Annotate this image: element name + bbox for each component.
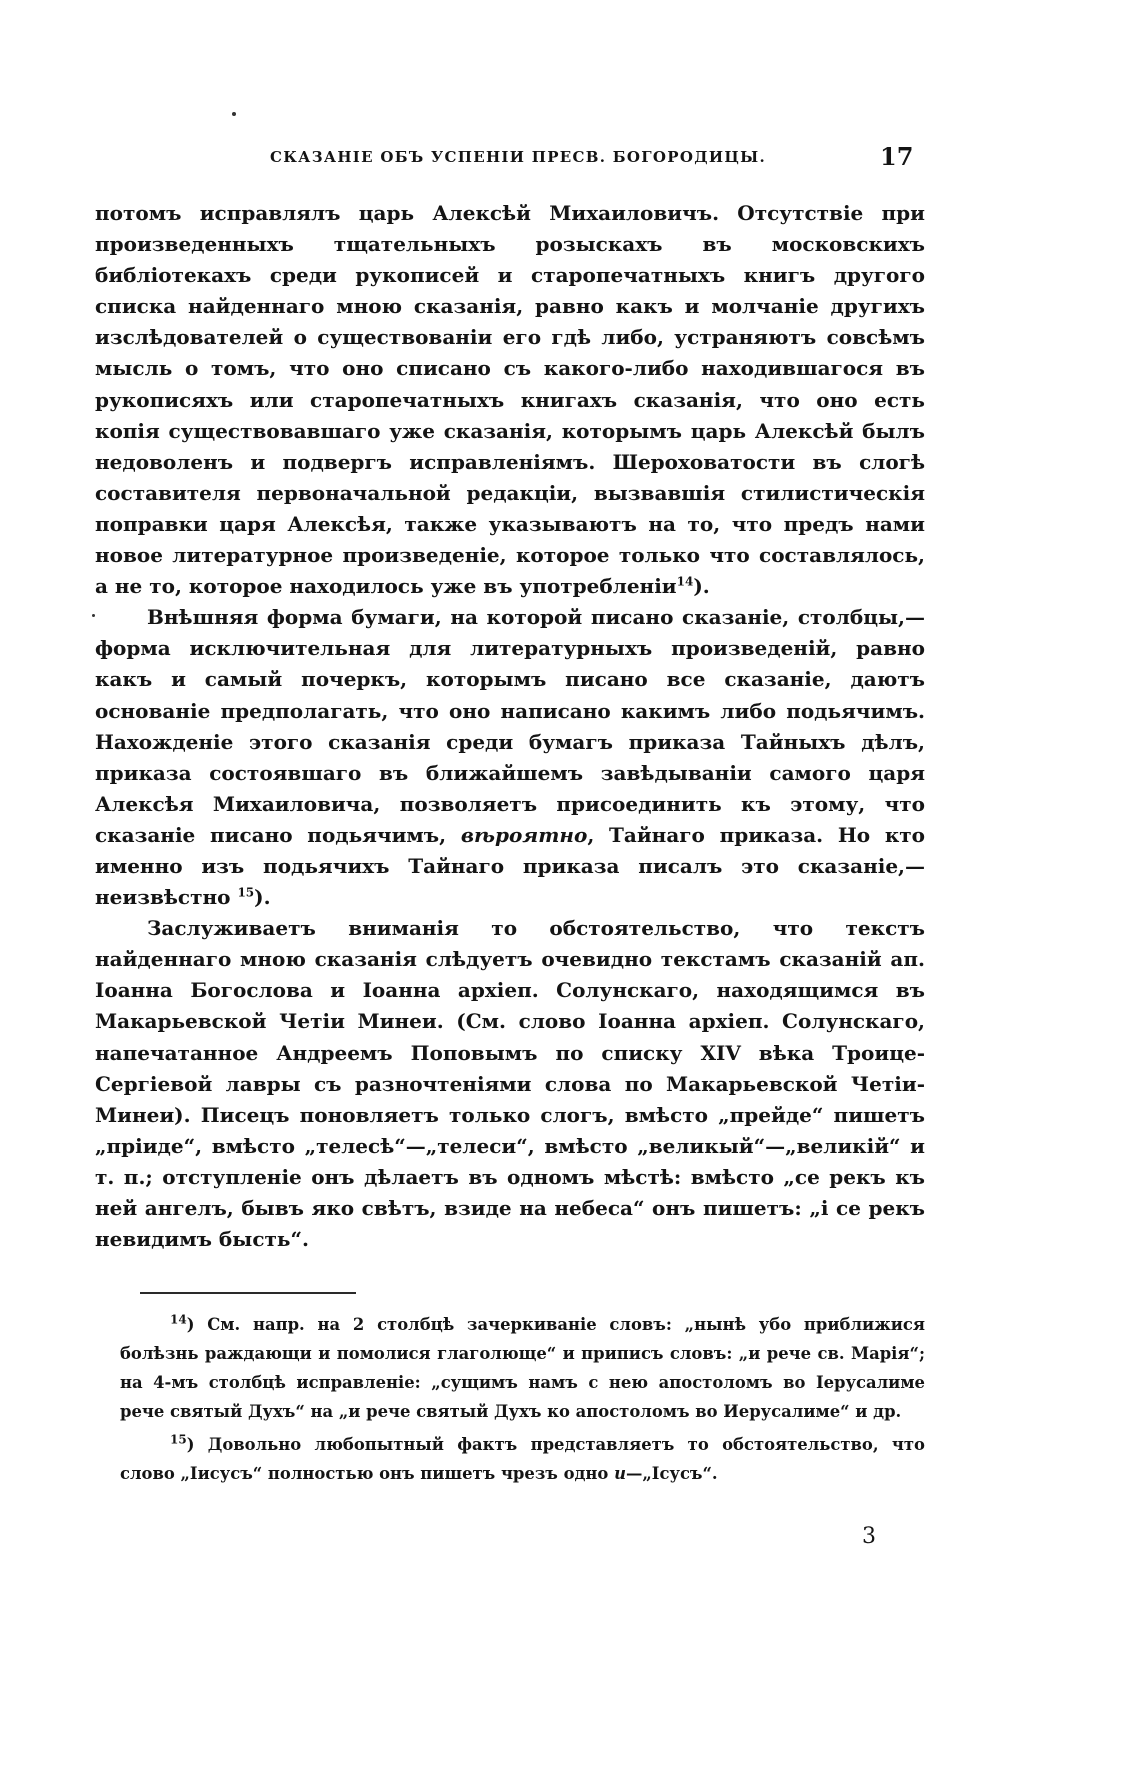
print-speck bbox=[92, 614, 95, 617]
print-speck bbox=[232, 112, 236, 116]
footnote bbox=[120, 1310, 925, 1426]
text-run: , Тайнаго приказа. Но кто именно изъ подьячихъ Тайнаго приказа писалъ это сказаніе,—неизвѣстно bbox=[95, 822, 925, 910]
main-text bbox=[95, 198, 925, 1255]
text-run: потомъ исправлялъ царь Алексѣй Михаиловичъ. Отсутствіе при произведенныхъ тщательныхъ розыскахъ въ московскихъ библіотекахъ среди рукописей и старопечатныхъ книгъ другого списка найденнаго мною сказанія, равно какъ и молчаніе другихъ изслѣдователей о существованіи его гдѣ либо, устраняютъ совсѣмъ мысль о томъ, что оно списано съ какого-либо находившагося въ рукописяхъ или старопечатныхъ книгахъ сказанія, что оно есть копія существовавшаго уже сказанія, которымъ царь Алексѣй былъ недоволенъ и подвергъ исправленіямъ. Шероховатости въ слогѣ составителя первоначальной редакціи, вызвавшія стилистическія поправки царя Алексѣя, также указываютъ на то, что предъ нами новое литературное произведеніе, которое только что составлялось, а не то, которое находилось уже въ употребленіи bbox=[95, 201, 925, 599]
paragraph bbox=[95, 198, 925, 602]
text-run: ). bbox=[693, 574, 710, 599]
text-run: ) См. напр. на 2 столбцѣ зачеркиваніе словъ: „нынѣ убо приближися болѣзнь раждающи и помолися глаголюще“ и приписъ словъ: „и рече св. Марія“; на 4-мъ столбцѣ исправленіе: „сущимъ намъ с нею апостоломъ во Іерусалиме рече святый Духъ“ на „и рече святый Духъ ко апостоломъ во Иерусалиме“ и др. bbox=[120, 1315, 925, 1421]
paragraph bbox=[95, 913, 925, 1255]
paragraph bbox=[95, 602, 925, 913]
text-run: —„Ісусъ“. bbox=[625, 1464, 718, 1483]
running-head: СКАЗАНІЕ ОБЪ УСПЕНІИ ПРЕСВ. БОГОРОДИЦЫ. bbox=[270, 148, 766, 166]
page-number: 17 bbox=[880, 142, 914, 171]
footnote bbox=[120, 1430, 925, 1488]
footnotes bbox=[120, 1310, 925, 1492]
signature-mark: 3 bbox=[862, 1524, 876, 1549]
text-run: ). bbox=[254, 885, 271, 910]
footnote-reference: 15 bbox=[237, 885, 255, 900]
text-run: Внѣшняя форма бумаги, на которой писано сказаніе, столбцы,— форма исключительная для литературныхъ произведеній, равно какъ и самый почеркъ, которымъ писано все сказаніе, даютъ основаніе предполагать, что оно написано какимъ либо подьячимъ. Нахожденіе этого сказанія среди бумагъ приказа Тайныхъ дѣлъ, приказа состоявшаго въ ближайшемъ завѣдываніи самого царя Алексѣя Михаиловича, позволяетъ присоединить къ этому, что сказаніе писано подьячимъ, bbox=[95, 605, 925, 847]
footnote-divider bbox=[140, 1292, 356, 1294]
footnote-number: 15 bbox=[170, 1432, 187, 1447]
footnote-reference: 14 bbox=[676, 574, 694, 589]
text-run: Заслуживаетъ вниманія то обстоятельство, что текстъ найденнаго мною сказанія слѣдуетъ очевидно текстамъ сказаній ап. Іоанна Богослова и Іоанна архіеп. Солунскаго, находящимся въ Макарьевской Четіи Минеи. (См. слово Іоанна архіеп. Солунскаго, напечатанное Андреемъ Поповымъ по списку XIV вѣка Троице-Сергіевой лавры съ разночтеніями слова по Макарьевской Четіи-Минеи). Писецъ поновляетъ только слогъ, вмѣсто „прейде“ пишетъ „пріиде“, вмѣсто „телесѣ“—„телеси“, вмѣсто „великый“—„великій“ и т. п.; отступленіе онъ дѣлаетъ въ одномъ мѣстѣ: вмѣсто „се рекъ къ ней ангелъ, бывъ яко свѣтъ, взиде на небеса“ онъ пишетъ: „і се рекъ невидимъ бысть“. bbox=[95, 916, 925, 1252]
italic-text: и bbox=[614, 1464, 626, 1483]
text-run: ) Довольно любопытный фактъ представляетъ то обстоятельство, что слово „Іисусъ“ полностью онъ пишетъ чрезъ одно bbox=[120, 1435, 925, 1483]
italic-text: вѣроятно bbox=[460, 822, 588, 847]
footnote-number: 14 bbox=[170, 1312, 187, 1327]
